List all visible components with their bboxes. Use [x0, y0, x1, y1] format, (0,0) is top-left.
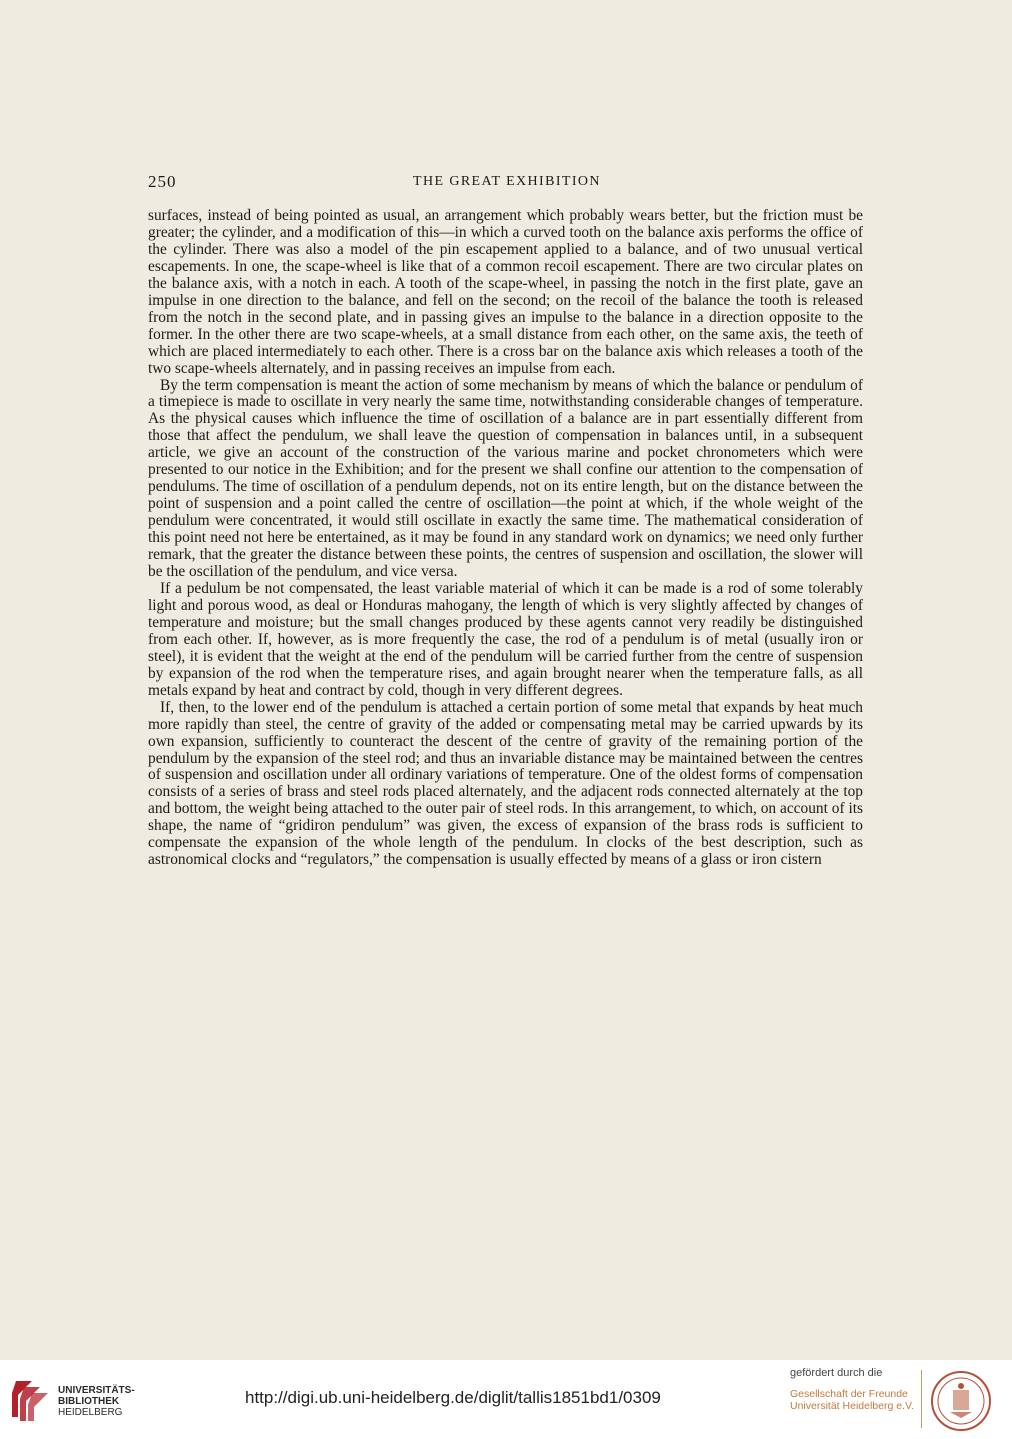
body-text	[148, 208, 863, 869]
university-seal-icon	[930, 1370, 992, 1432]
paragraph-1: surfaces, instead of being pointed as usual, an arrangement which probably wears better, but the friction must be greater; the cylinder, and a modification of this—in which a curved tooth on the balance axis performs the office of the cylinder. There was also a model of the pin escapement applied to a balance, and of two unusual vertical escapements. In one, the scape-wheel is like that of a common recoil escapement. There are two circular plates on the balance axis, with a notch in each. A tooth of the scape-wheel, in passing the notch in the first plate, gave an impulse in one direction to the balance, and fell on the second; on the recoil of the balance the tooth is released from the notch in the second plate, and in passing gives an impulse to the balance in a direction opposite to the former. In the other there are two scape-wheels, at a small distance from each other, on the same axis, the teeth of which are placed intermediately to each other. There is a cross bar on the balance axis which releases a tooth of the two scape-wheels alternately, and in passing receives an impulse from each.	[148, 207, 863, 377]
library-line-2: BIBLIOTHEK	[58, 1396, 120, 1407]
funded-by-label: gefördert durch die	[790, 1367, 883, 1379]
society-line-1: Gesellschaft der Freunde	[790, 1388, 908, 1400]
paragraph-3: If a pedulum be not compensated, the least variable material of which it can be made is a rod of some tolerably light and porous wood, as deal or Honduras mahogany, the length of which is very slightly affected by changes of temperature and moisture; but the small changes produced by these agents cannot very readily be distinguished from each other. If, however, as is more frequently the case, the rod of a pendulum is of metal (usually iron or steel), it is evident that the weight at the end of the pendulum will be carried further from the centre of suspension by expansion of the rod when the temperature rises, and again brought nearer when the temperature falls, as all metals expand by heat and contract by cold, though in very different degrees.	[148, 579, 863, 699]
digitization-footer	[0, 1360, 1012, 1439]
permalink-url[interactable]: http://digi.ub.uni-heidelberg.de/diglit/tallis1851bd1/0309	[245, 1388, 661, 1407]
society-line-2: Universität Heidelberg e.V.	[790, 1400, 914, 1412]
page-header	[148, 172, 863, 194]
library-name	[58, 1385, 135, 1418]
footer-divider	[921, 1370, 922, 1428]
library-line-3: HEIDELBERG	[58, 1407, 123, 1418]
library-line-1: UNIVERSITÄTS-	[58, 1385, 135, 1396]
ub-heidelberg-logo-icon	[10, 1373, 50, 1423]
society-name	[790, 1388, 920, 1412]
page-number: 250	[148, 172, 177, 191]
running-title: THE GREAT EXHIBITION	[413, 174, 601, 189]
paragraph-2: By the term compensation is meant the action of some mechanism by means of which the balance or pendulum of a timepiece is made to oscillate in very nearly the same time, notwithstanding considerable changes of temperature. As the physical causes which influence the time of oscillation of a balance are in part essentially different from those that affect the pendulum, we shall leave the question of compensation in balances until, in a subsequent article, we give an account of the construction of the various marine and pocket chronometers which were presented to our notice in the Exhibition; and for the present we shall confine our attention to the compensation of pendulums. The time of oscillation of a pendulum depends, not on its entire length, but on the distance between the point of suspension and a point called the centre of oscillation—the point at which, if the whole weight of the pendulum were concentrated, it would still oscillate in exactly the same time. The mathematical consideration of this point need not here be entertained, as it may be found in any standard work on dynamics; we need only further remark, that the greater the distance between these points, the centres of suspension and oscillation, the slower will be the oscillation of the pendulum, and vice versa.	[148, 376, 863, 581]
paragraph-4: If, then, to the lower end of the pendulum is attached a certain portion of some metal that expands by heat much more rapidly than steel, the centre of gravity of the added or compensating metal may be carried upwards by its own expansion, sufficiently to counteract the descent of the centre of gravity of the remaining portion of the pendulum by the expansion of the steel rod; and thus an invariable distance may be maintained between the centres of suspension and oscillation under all ordinary variations of temperature. One of the oldest forms of compensation consists of a series of brass and steel rods placed alternately, and the adjacent rods connected alternately at the top and bottom, the weight being attached to the outer pair of steel rods. In this arrangement, to which, on account of its shape, the name of “gridiron pendulum” was given, the excess of expansion of the brass rods is sufficient to compensate the expansion of the whole length of the pendulum. In clocks of the best description, such as astronomical clocks and “regulators,” the compensation is usually effected by means of a glass or iron cistern	[148, 698, 863, 869]
